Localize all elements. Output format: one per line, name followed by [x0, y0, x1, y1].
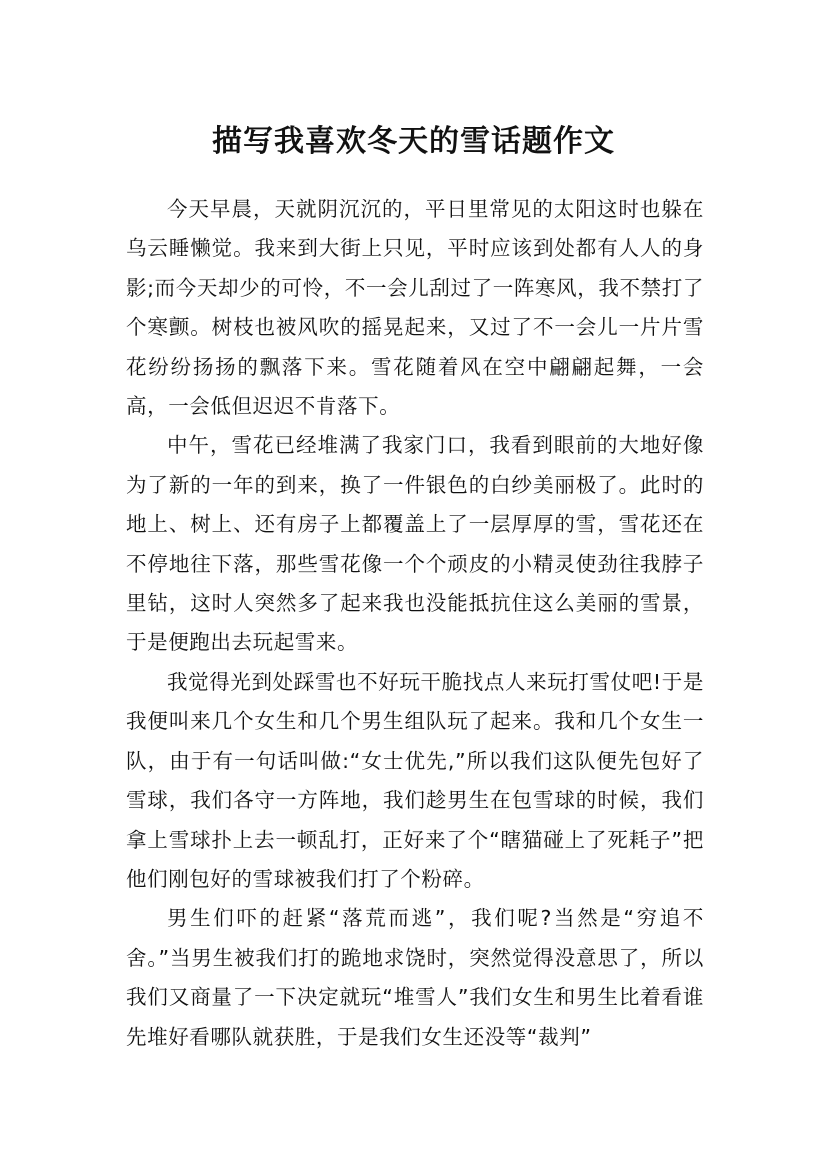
paragraph: 中午，雪花已经堆满了我家门口，我看到眼前的大地好像为了新的一年的到来，换了一件银色的白纱美丽极了。此时的地上、树上、还有房子上都覆盖上了一层厚厚的雪，雪花还在不停地往下落，那些雪花像一个个顽皮的小精灵使劲往我脖子里钻，这时人突然多了起来我也没能抵抗住这么美丽的雪景，于是便跑出去玩起雪来。: [126, 433, 704, 655]
page-title: 描写我喜欢冬天的雪话题作文: [212, 124, 615, 160]
article-body: [126, 190, 704, 1057]
paragraph: 我觉得光到处踩雪也不好玩干脆找点人来玩打雪仗吧!于是我便叫来几个女生和几个男生组队玩了起来。我和几个女生一队，由于有一句话叫做:“女士优先,”所以我们这队便先包好了雪球，我们各守一方阵地，我们趁男生在包雪球的时候，我们拿上雪球扑上去一顿乱打，正好来了个“瞎猫碰上了死耗子”把他们刚包好的雪球被我们打了个粉碎。: [126, 669, 704, 891]
paragraph: 男生们吓的赶紧“落荒而逃”，我们呢?当然是“穷追不舍。”当男生被我们打的跪地求饶时，突然觉得没意思了，所以我们又商量了一下决定就玩“堆雪人”我们女生和男生比着看谁先堆好看哪队就获胜，于是我们女生还没等“裁判”: [126, 906, 704, 1049]
paragraph: 今天早晨，天就阴沉沉的，平日里常见的太阳这时也躲在乌云睡懒觉。我来到大街上只见，平时应该到处都有人人的身影;而今天却少的可怜，不一会儿刮过了一阵寒风，我不禁打了个寒颤。树枝也被风吹的摇晃起来，又过了不一会儿一片片雪花纷纷扬扬的飘落下来。雪花随着风在空中翩翩起舞，一会高，一会低但迟迟不肯落下。: [126, 197, 704, 419]
